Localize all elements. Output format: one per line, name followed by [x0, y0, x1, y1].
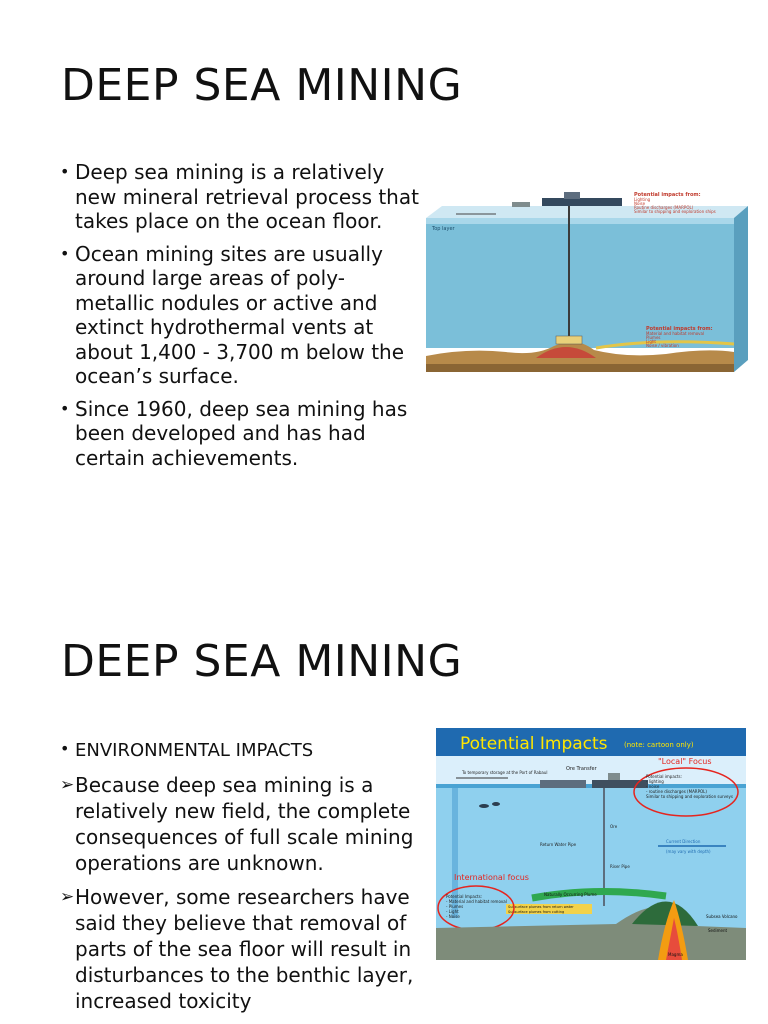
potential-impacts-diagram	[436, 728, 746, 960]
svg-text:Return Water Pipe: Return Water Pipe	[540, 842, 577, 847]
svg-text:Subsurface plumes from cutting: Subsurface plumes from cutting	[508, 910, 565, 914]
bullet-dot-icon: •	[60, 398, 70, 418]
bullet-dot-icon: •	[60, 162, 70, 181]
bullet-item	[60, 884, 440, 1014]
svg-text:Potential Impacts:: Potential Impacts:	[446, 894, 483, 899]
ore-transfer-label: Ore Transfer	[566, 766, 597, 772]
svg-text:Potential impacts:: Potential impacts:	[646, 774, 682, 779]
ocean-mining-diagram	[426, 188, 748, 376]
svg-text:Plumes: Plumes	[646, 335, 661, 340]
bullet-text: Ocean mining sites are usually around large areas of poly-metallic nodules or active and extinct hydrothermal vents at about 1,400 - 3,700 m below the ocean’s surface.	[75, 241, 405, 388]
svg-text:Ore: Ore	[610, 824, 618, 829]
svg-text:Routine discharges (MARPOL): Routine discharges (MARPOL)	[634, 205, 694, 210]
riser-pipe-label: Riser Pipe	[610, 864, 630, 869]
svg-text:Lighting: Lighting	[634, 197, 651, 202]
bullet-text: However, some researchers have said they believe that removal of parts of the sea floor will result in disturbances to the benthic layer, increased toxicity	[75, 885, 414, 1013]
bullet-list	[60, 736, 440, 1022]
svg-text:Similar to shipping and explor: Similar to shipping and exploration ships	[634, 209, 716, 214]
svg-text:Material and habitat removal: Material and habitat removal	[646, 331, 705, 336]
local-focus-label: "Local" Focus	[658, 757, 712, 766]
svg-text:Magma: Magma	[668, 952, 683, 957]
svg-text:Subsurface plumes from return: Subsurface plumes from return water	[508, 905, 574, 909]
bullet-item	[60, 736, 440, 764]
storage-label: To temporary storage at the Port of Rabaul	[462, 770, 548, 775]
svg-text:- Noise: - Noise	[446, 914, 460, 919]
sea-label: Top layer	[432, 226, 455, 232]
svg-text:Similar to shipping and explor: Similar to shipping and exploration surveys	[646, 794, 733, 799]
svg-text:Subsea Volcano: Subsea Volcano	[706, 914, 738, 919]
arrow-bullet-icon: ➢	[60, 887, 75, 907]
slide-title: DEEP SEA MINING	[61, 636, 463, 687]
impacts-bottom-heading: Potential impacts from:	[646, 326, 713, 332]
bullet-dot-icon: •	[60, 243, 70, 263]
impacts-top-heading: Potential impacts from:	[634, 192, 701, 198]
bullet-text: Since 1960, deep sea mining has been developed and has had certain achievements.	[75, 396, 408, 470]
svg-text:Light: Light	[646, 339, 656, 344]
svg-text:- routine discharges (MARPOL): - routine discharges (MARPOL)	[646, 789, 707, 794]
arrow-bullet-icon: ➢	[60, 775, 75, 795]
svg-text:- Material and habitat removal: - Material and habitat removal	[446, 899, 507, 904]
slide-2	[0, 576, 768, 1024]
diagram-heading: Potential Impacts	[460, 734, 608, 754]
slide-title: DEEP SEA MINING	[61, 60, 463, 111]
svg-text:Current Direction: Current Direction	[666, 839, 701, 844]
bullet-list	[60, 160, 420, 478]
svg-text:Sediment: Sediment	[708, 928, 728, 933]
bullet-item	[60, 242, 420, 389]
bullet-item	[60, 397, 420, 471]
svg-text:- Plumes: - Plumes	[446, 904, 464, 909]
bullet-dot-icon: •	[60, 739, 70, 758]
bullet-text: Deep sea mining is a relatively new mineral retrieval process that takes place on the ocean floor.	[75, 160, 419, 233]
svg-text:Noise / vibration: Noise / vibration	[646, 343, 679, 348]
svg-text:- lighting: - lighting	[646, 779, 664, 784]
svg-text:(may vary with depth): (may vary with depth)	[666, 849, 711, 854]
international-focus-label: International focus	[454, 873, 529, 882]
diagram-note: (note: cartoon only)	[624, 741, 694, 749]
bullet-text: ENVIRONMENTAL IMPACTS	[75, 740, 314, 761]
bullet-text: Because deep sea mining is a relatively new field, the complete consequences of full scale mining operations are unknown.	[75, 773, 414, 875]
svg-text:Noise: Noise	[634, 201, 646, 206]
bullet-item	[60, 160, 420, 234]
svg-text:- Light: - Light	[446, 909, 459, 914]
svg-text:Naturally Occurring Plume: Naturally Occurring Plume	[544, 892, 597, 897]
bullet-item	[60, 772, 440, 876]
svg-text:- noise: - noise	[646, 784, 660, 789]
